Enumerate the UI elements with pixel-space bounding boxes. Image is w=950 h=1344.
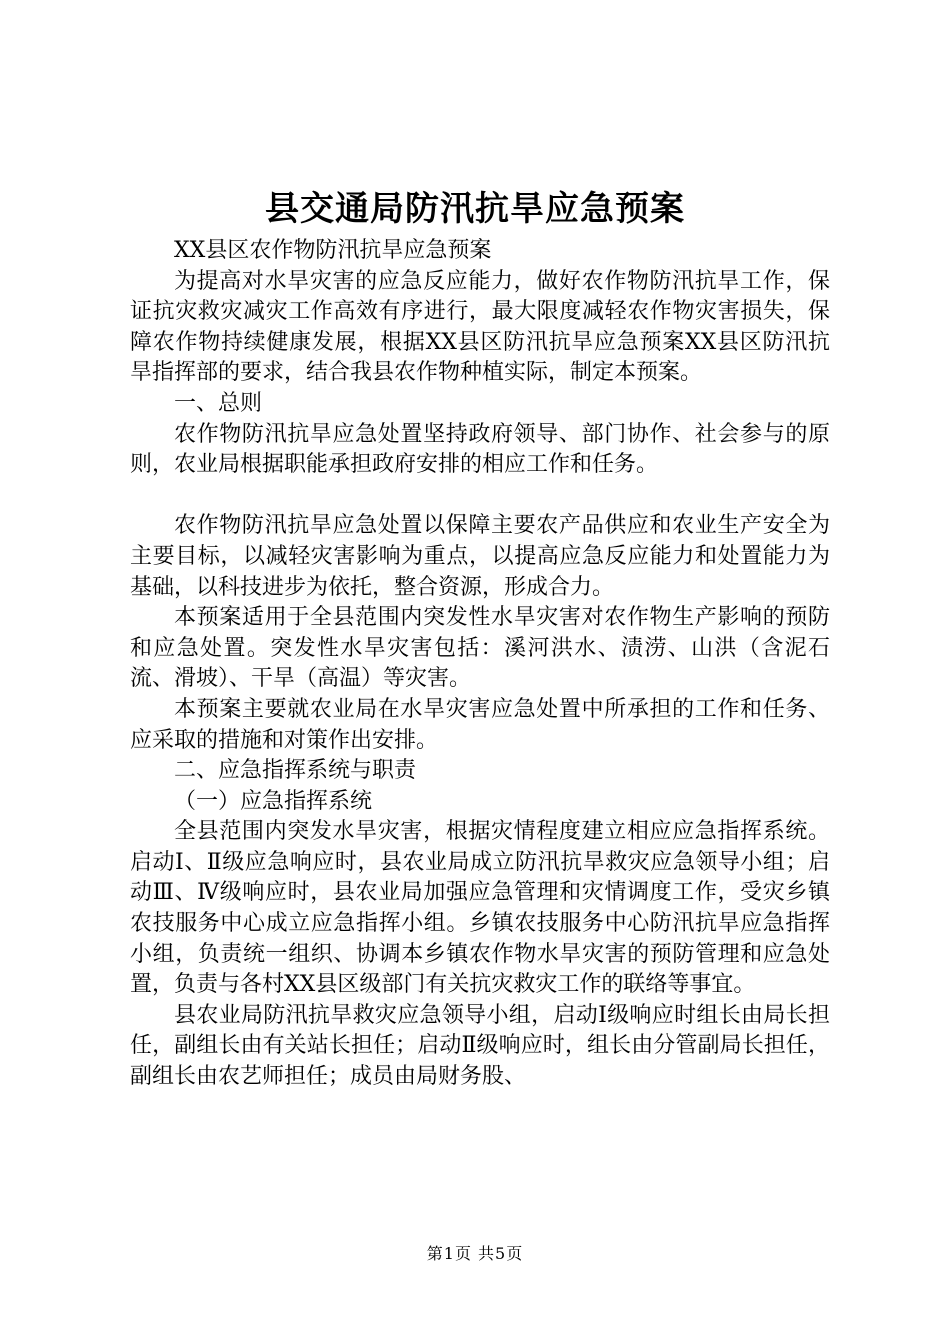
section-heading-general: 一、总则	[174, 390, 263, 416]
document-title: 县交通局防汛抗旱应急预案	[265, 189, 685, 229]
section-heading-command: 二、应急指挥系统与职责	[174, 758, 417, 784]
paragraph-purpose: 为提高对水旱灾害的应急反应能力，做好农作物防汛抗旱工作，保证抗灾救灾减灾工作高效有序进行，最大限度减轻农作物灾害损失，保障农作物持续健康发展，根据XX县区防汛抗旱应急预案XX县区防汛抗旱指挥部的要求，结合我县农作物种植实际，制定本预案。	[130, 268, 830, 386]
paragraph-principle: 农作物防汛抗旱应急处置坚持政府领导、部门协作、社会参与的原则，农业局根据职能承担政府安排的相应工作和任务。	[130, 421, 830, 478]
subsection-heading-command-system: （一）应急指挥系统	[174, 788, 373, 814]
paragraph-objective: 农作物防汛抗旱应急处置以保障主要农产品供应和农业生产安全为主要目标，以减轻灾害影响为重点，以提高应急反应能力和处置能力为基础，以科技进步为依托，整合资源，形成合力。	[130, 513, 830, 600]
paragraph-leadership-group: 县农业局防汛抗旱救灾应急领导小组，启动Ⅰ级响应时组长由局长担任，副组长由有关站长担任；启动Ⅱ级响应时，组长由分管副局长担任，副组长由农艺师担任；成员由局财务股、	[130, 1002, 830, 1090]
paragraph-subtitle: XX县区农作物防汛抗旱应急预案	[174, 238, 492, 263]
paragraph-arrangement: 本预案主要就农业局在水旱灾害应急处置中所承担的工作和任务、应采取的措施和对策作出安排。	[130, 696, 830, 753]
paragraph-scope: 本预案适用于全县范围内突发性水旱灾害对农作物生产影响的预防和应急处置。突发性水旱灾害包括：溪河洪水、渍涝、山洪（含泥石流、滑坡）、干旱（高温）等灾害。	[130, 605, 830, 692]
paragraph-command-system: 全县范围内突发水旱灾害，根据灾情程度建立相应应急指挥系统。启动Ⅰ、Ⅱ级应急响应时，县农业局成立防汛抗旱救灾应急领导小组；启动Ⅲ、Ⅳ级响应时，县农业局加强应急管理和灾情调度工作，受灾乡镇农技服务中心成立应急指挥小组。乡镇农技服务中心防汛抗旱应急指挥小组，负责统一组织、协调本乡镇农作物水旱灾害的预防管理和应急处置，负责与各村XX县区级部门有关抗灾救灾工作的联络等事宜。	[130, 819, 830, 998]
document-body	[130, 236, 830, 1093]
page-number-footer: 第1页 共5页	[426, 1244, 524, 1263]
paragraph-spacer	[130, 481, 830, 512]
